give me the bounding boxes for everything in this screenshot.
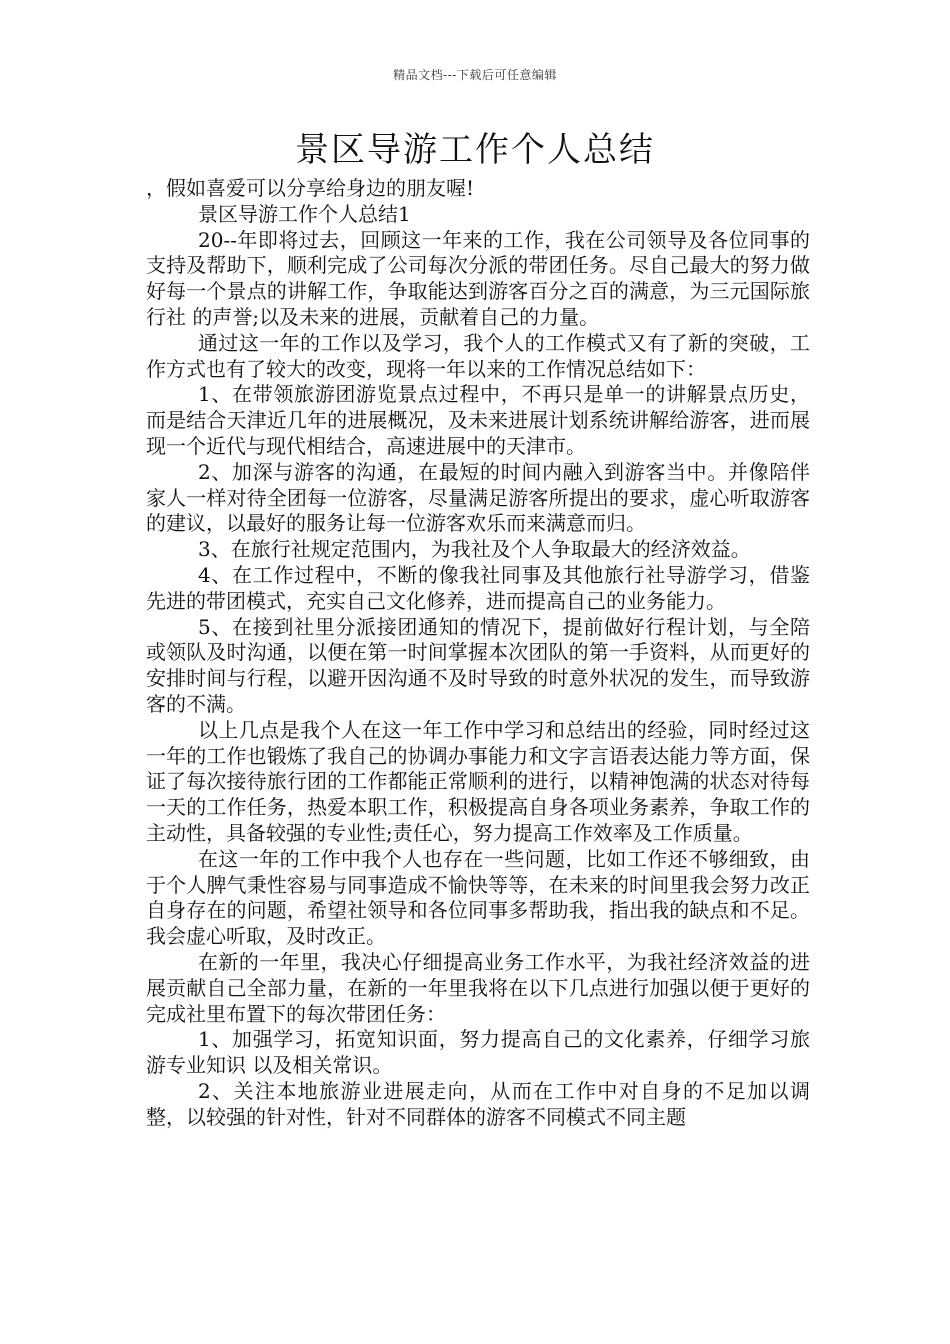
document-title: 景区导游工作个人总结 (295, 130, 655, 170)
list-item: 1、在带领旅游团游览景点过程中，不再只是单一的讲解景点历史，而是结合天津近几年的进展概况，及未来进展计划系统讲解给游客，进而展现一个近代与现代相结合，高速进展中的天津市。 (146, 382, 810, 458)
paragraph: 以上几点是我个人在这一年工作中学习和总结出的经验，同时经过这一年的工作也锻炼了我自己的协调办事能力和文字言语表达能力等方面，保证了每次接待旅行团的工作都能正常顺利的进行，以精神饱满的状态对待每一天的工作任务，热爱本职工作，积极提高自身各项业务素养，争取工作的主动性，具备较强的专业性;责任心，努力提高工作效率及工作质量。 (146, 717, 810, 845)
header-note: 精品文档---下载后可任意编辑 (393, 68, 557, 82)
paragraph: 20--年即将过去，回顾这一年来的工作，我在公司领导及各位同事的支持及帮助下，顺利完成了公司每次分派的带团任务。尽自己最大的努力做好每一个景点的讲解工作，争取能达到游客百分之百的满意，为三元国际旅行社 的声誉;以及未来的进展，贡献着自己的力量。 (146, 227, 810, 329)
intro-line: ，假如喜爱可以分享给身边的朋友喔! (146, 176, 475, 200)
paragraph: 在新的一年里，我决心仔细提高业务工作水平，为我社经济效益的进展贡献自己全部力量，在新的一年里我将在以下几点进行加强以便于更好的完成社里布置下的每次带团任务： (146, 949, 810, 1026)
document-body (146, 176, 810, 1130)
list-item: 2、关注本地旅游业进展走向，从而在工作中对自身的不足加以调整，以较强的针对性，针对不同群体的游客不同模式不同主题 (146, 1078, 810, 1129)
list-item: 4、在工作过程中，不断的像我社同事及其他旅行社导游学习，借鉴先进的带团模式，充实自己文化修养，进而提高自己的业务能力。 (146, 562, 810, 613)
list-item: 5、在接到社里分派接团通知的情况下，提前做好行程计划，与全陪或领队及时沟通，以便在第一时间掌握本次团队的第一手资料，从而更好的安排时间与行程，以避开因沟通不及时导致的时意外状况的发生，而导致游客的不满。 (146, 614, 810, 716)
list-item: 2、加深与游客的沟通，在最短的时间内融入到游客当中。并像陪伴家人一样对待全团每一位游客，尽量满足游客所提出的要求，虚心听取游客的建议，以最好的服务让每一位游客欢乐而来满意而归。 (146, 459, 810, 536)
paragraph: 通过这一年的工作以及学习，我个人的工作模式又有了新的突破，工作方式也有了较大的改变，现将一年以来的工作情况总结如下： (146, 330, 810, 381)
list-item: 3、在旅行社规定范围内，为我社及个人争取最大的经济效益。 (198, 537, 751, 562)
section-heading: 景区导游工作个人总结1 (198, 201, 411, 226)
list-item: 1、加强学习，拓宽知识面，努力提高自己的文化素养，仔细学习旅游专业知识 以及相关常识。 (146, 1027, 810, 1078)
paragraph: 在这一年的工作中我个人也存在一些问题，比如工作还不够细致，由于个人脾气秉性容易与同事造成不愉快等等，在未来的时间里我会努力改正自身存在的问题，希望社领导和各位同事多帮助我，指出我的缺点和不足。我会虚心听取，及时改正。 (146, 846, 810, 949)
